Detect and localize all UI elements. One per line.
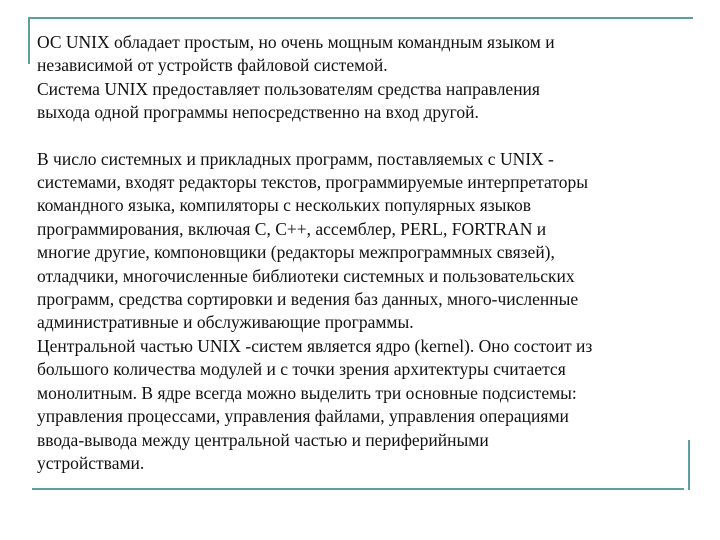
paragraph-gap	[37, 125, 687, 148]
text-line: отладчики, многочисленные библиотеки системных и пользовательских	[37, 265, 575, 286]
text-line: Центральной частью UNIX -систем является ядро (kernel). Оно состоит из	[37, 335, 593, 356]
frame-top-border	[28, 17, 693, 19]
text-line: независимой от устройств файловой системой.	[37, 55, 388, 76]
frame-bottom-border	[32, 488, 684, 490]
text-line: выхода одной программы непосредственно на вход другой.	[37, 102, 479, 123]
frame-right-border	[688, 440, 690, 490]
text-line: административные и обслуживающие программы.	[37, 312, 414, 333]
text-line: программ, средства сортировки и ведения баз данных, много-численные	[37, 289, 579, 310]
text-line: Система UNIX предоставляет пользователям средства направления	[37, 78, 540, 99]
text-line: системами, входят редакторы текстов, программируемые интерпретаторы	[37, 172, 588, 193]
slide-text	[37, 31, 687, 475]
text-line: ввода-вывода между центральной частью и периферийными	[37, 429, 489, 450]
text-line: ОС UNIX обладает простым, но очень мощным командным языком и	[37, 32, 555, 52]
text-line: В число системных и прикладных программ, поставляемых с UNIX -	[37, 148, 554, 169]
text-line: большого количества модулей и с точки зрения архитектуры считается	[37, 359, 566, 380]
text-line: устройствами.	[37, 452, 145, 473]
text-line: командного языка, компиляторы с нескольких популярных языков	[37, 195, 532, 216]
text-line: управления процессами, управления файлами, управления операциями	[37, 406, 569, 427]
frame-left-border	[28, 17, 30, 64]
text-line: программирования, включая С, С++, ассемблер, PERL, FORTRAN и	[37, 218, 547, 239]
text-line: многие другие, компоновщики (редакторы межпрограммных связей),	[37, 242, 555, 263]
text-line: монолитным. В ядре всегда можно выделить три основные подсистемы:	[37, 382, 577, 403]
